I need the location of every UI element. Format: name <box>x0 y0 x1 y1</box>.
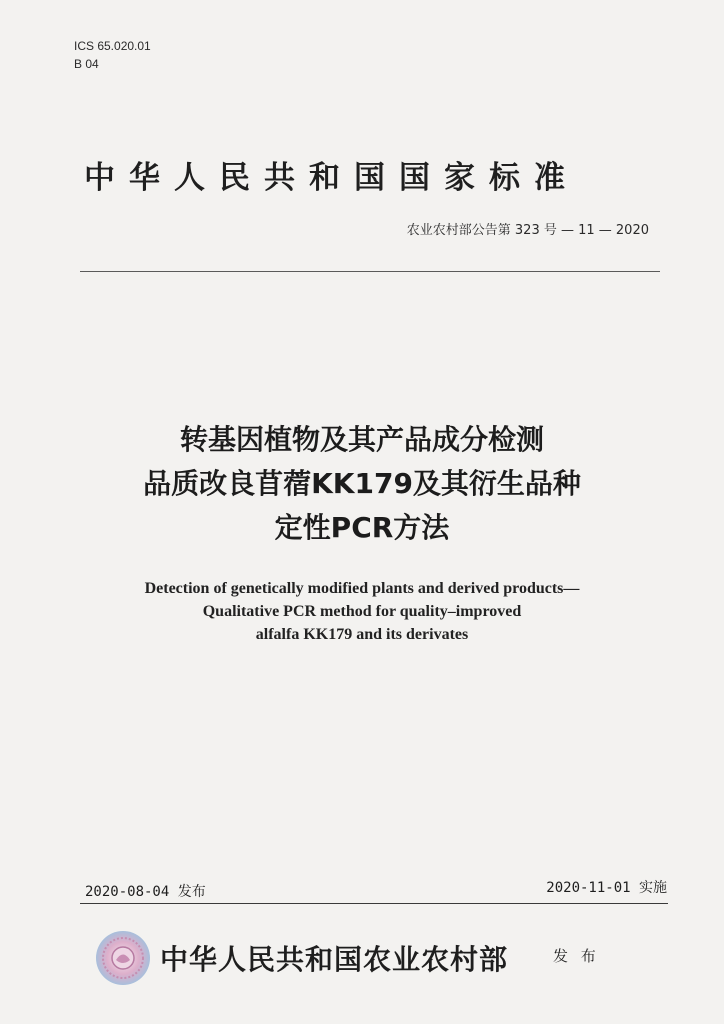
ministry-seal-icon <box>94 929 152 987</box>
announcement-code: 农业农村部公告第 323 号 — 11 — 2020 <box>406 223 649 238</box>
chinese-title-line-1: 转基因植物及其产品成分检测 <box>179 423 544 456</box>
english-title-line-1: Detection of genetically modified plants and derived products— <box>144 580 580 597</box>
classification-code: B 04 <box>74 57 99 71</box>
standard-type-title: 中华人民共和国国家标准 <box>84 160 579 196</box>
chinese-title <box>0 418 724 550</box>
issue-label: 发 布 <box>553 947 600 965</box>
footer-divider <box>80 903 668 904</box>
ics-code: ICS 65.020.01 <box>74 39 151 53</box>
ics-block <box>74 37 151 73</box>
chinese-title-line-2: 品质改良苜蓿KK179及其衍生品种 <box>143 467 581 500</box>
english-title-line-2: Qualitative PCR method for quality–improved <box>202 603 522 620</box>
issue-date: 2020-08-04 发布 <box>85 884 206 900</box>
chinese-title-line-3: 定性PCR方法 <box>274 511 450 544</box>
header-divider <box>80 271 660 272</box>
english-title <box>0 577 724 646</box>
english-title-line-3: alfalfa KK179 and its derivates <box>255 626 469 643</box>
implementation-date: 2020-11-01 实施 <box>546 880 667 896</box>
issuing-authority: 中华人民共和国农业农村部 <box>160 943 509 976</box>
